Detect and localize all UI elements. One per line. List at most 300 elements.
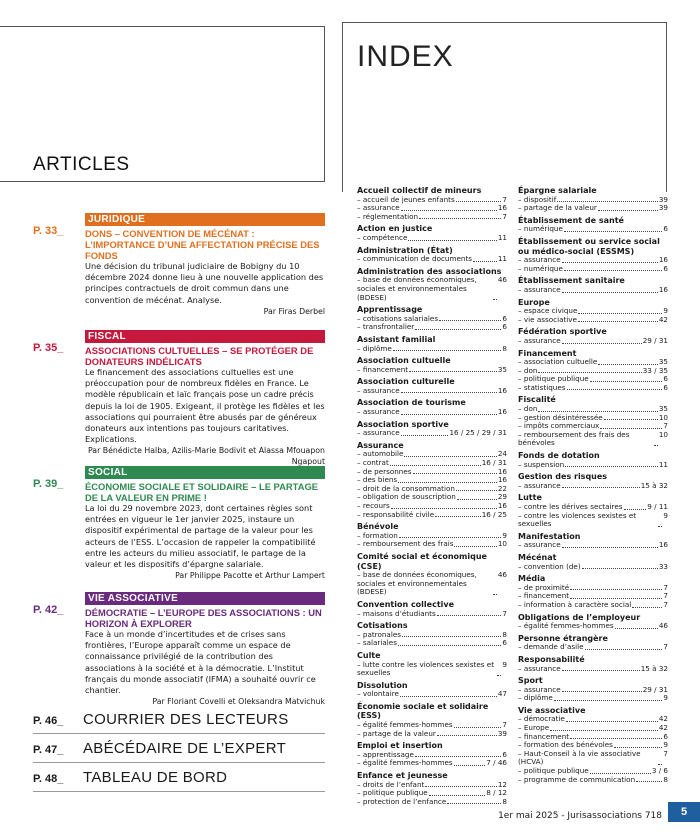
index-subentry-page: 6 <box>663 374 668 384</box>
index-subentry-page: 9 <box>663 306 668 316</box>
index-subentry-page: 9 <box>502 659 507 669</box>
index-subentry-label: – transfrontalier <box>357 322 415 332</box>
dot-leader <box>562 286 658 293</box>
index-subentry-label: – cotisations salariales <box>357 313 439 323</box>
index-subentry-label: – impôts commerciaux <box>518 421 600 431</box>
index-subentry-label: – droit de la consommation <box>357 483 455 493</box>
index-entry-title: Épargne salariale <box>518 186 597 195</box>
article-author: Par Firas Derbel <box>263 306 325 316</box>
index-subentry-label: – communication de documents <box>357 254 473 264</box>
index-entry-title: Dissolution <box>357 680 408 690</box>
index-subentry <box>518 776 668 785</box>
index-entry <box>518 451 668 469</box>
index-entry-title: Mécénat <box>518 552 557 562</box>
index-subentry-label: – assurance <box>518 480 561 490</box>
dot-leader <box>585 643 663 650</box>
index-subentry-label: – partage de la valeur <box>357 728 436 738</box>
index-entry-title: Économie sociale et solidaire (ESS) <box>357 701 489 721</box>
index-subentry-label: – gestion désintéressée <box>518 412 603 422</box>
index-entry <box>518 553 668 571</box>
dot-leader <box>632 601 662 608</box>
index-subentry <box>518 204 668 213</box>
index-subentry-label: – égalité femmes-hommes <box>357 758 453 768</box>
page-footer: 1er mai 2025 - Jurisassociations 718 <box>498 811 662 821</box>
index-subentry-label: – assurance <box>357 407 400 417</box>
index-subentry <box>357 661 507 678</box>
index-subentry-label: – numérique <box>518 224 563 234</box>
dot-leader <box>400 690 497 697</box>
index-title: INDEX <box>357 40 454 73</box>
index-subentry-label: – assurance <box>518 684 561 694</box>
index-entry <box>518 276 668 294</box>
index-subentry <box>518 384 668 393</box>
index-subentry-page: 16 <box>658 255 668 265</box>
index-subentry-label: – assurance <box>518 540 561 550</box>
index-subentry-page: 29 <box>497 492 507 502</box>
index-subentry-page: 46 <box>658 621 668 631</box>
dot-leader <box>636 776 662 783</box>
index-subentry-page: 22 <box>497 483 507 493</box>
index-subentry-label: – égalité femmes-hommes <box>357 720 453 730</box>
index-entry-title: Convention collective <box>357 599 455 609</box>
dot-leader <box>564 225 663 232</box>
article-body <box>85 466 325 581</box>
index-entry <box>357 420 507 438</box>
article-summary: Une décision du tribunal judiciaire de Bobigny du 10 décembre 2024 donne lieu à une nouvelle application des principes contractuels de droit commun dans une convention de mécénat. Analyse. <box>85 261 324 305</box>
index-subentry-label: – apprentissage <box>357 749 414 759</box>
index-subentry <box>357 511 507 520</box>
article-body <box>85 330 325 467</box>
dot-leader <box>401 387 497 394</box>
index-subentry-page: 11 <box>658 459 668 469</box>
index-entry-title: Comité social et économique (CSE) <box>357 551 487 571</box>
index-subentry-page: 16 <box>497 466 507 476</box>
index-subentry <box>518 750 668 767</box>
index-entry <box>518 613 668 631</box>
index-subentry-page: 11 <box>497 254 507 264</box>
index-subentry <box>518 265 668 274</box>
index-subentry <box>357 213 507 222</box>
index-subentry-label: – formation <box>357 530 398 540</box>
index-subentry-label: – recours <box>357 501 390 510</box>
dot-leader <box>454 540 496 547</box>
article-headline[interactable]: DONS – CONVENTION DE MÉCÉNAT : L’IMPORTANCE D’UNE AFFECTATION PRÉCISE DES FONDS <box>85 228 320 261</box>
index-subentry-label: – demande d’asile <box>518 642 584 652</box>
dot-leader <box>415 323 501 330</box>
index-subentry <box>357 429 507 438</box>
index-subentry-label: – financement <box>518 591 570 601</box>
index-subentry-label: – assurance <box>518 663 561 673</box>
article-headline[interactable]: ÉCONOMIE SOCIALE ET SOLIDAIRE – LE PARTAGE DE LA VALEUR EN PRIME ! <box>85 481 319 503</box>
index-subentry <box>518 431 668 448</box>
index-subentry-label: – suspension <box>518 459 565 469</box>
index-subentry-page: 8 <box>663 774 668 784</box>
index-subentry-page: 9 <box>502 530 507 540</box>
section-link[interactable] <box>33 709 325 734</box>
dot-leader <box>398 639 501 646</box>
article-author: Par Philippe Pacotte et Arthur Lampert <box>175 571 325 581</box>
dot-leader <box>554 694 663 701</box>
dot-leader <box>590 767 651 774</box>
index-subentry-page: 16 / 25 / 29 / 31 <box>449 428 507 438</box>
index-subentry <box>357 366 507 375</box>
index-entry <box>357 552 507 597</box>
index-subentry-page: 6 <box>502 749 507 759</box>
index-subentry-page: 33 / 35 <box>642 365 668 375</box>
index-entry-title: Fiscalité <box>518 395 556 405</box>
dot-leader <box>398 476 497 483</box>
index-subentry-label: – droits de l’enfant <box>357 779 425 789</box>
index-subentry <box>357 690 507 699</box>
index-subentry-page: 9 <box>663 510 668 520</box>
article-category: JURIDIQUE <box>85 213 325 226</box>
index-subentry-label: – financement <box>518 731 570 741</box>
index-subentry <box>357 798 507 807</box>
article-summary: La loi du 29 novembre 2023, dont certaines règles sont entrées en vigueur le 1er janvier 2025, instaure un dispositif expérimental de partage de la valeur pour les acteurs de l’ESS. L’occasion de rappeler la compatibilité entre les acteurs du milieu associatif, le partage de la valeur et les dispositifs d’épargne salariale. <box>85 503 316 570</box>
index-subentry-page: 46 <box>497 570 507 580</box>
index-subentry-label: – assurance <box>518 335 561 345</box>
index-subentry-label: – automobile <box>357 449 404 459</box>
index-subentry-label: – partage de la valeur <box>518 203 597 213</box>
index-entry <box>357 398 507 416</box>
index-subentry-page: 16 / 31 <box>481 458 507 468</box>
article-headline[interactable]: DÉMOCRATIE – L’EUROPE DES ASSOCIATIONS : UN HORIZON À EXPLORER <box>85 607 322 629</box>
index-entry-title: Gestion des risques <box>518 472 608 482</box>
index-subentry-label: – diplôme <box>518 693 553 703</box>
index-entry <box>518 676 668 703</box>
index-entry <box>518 655 668 673</box>
index-subentry-label: – de proximité <box>518 582 570 592</box>
index-subentry-label: – démocratie <box>518 714 565 724</box>
index-entry-title: Emploi et insertion <box>357 741 443 751</box>
index-entry <box>357 621 507 648</box>
index-subentry-page: 7 <box>663 591 668 601</box>
index-subentry-label: – base de données économiques, sociales et environnementales (BDESE) <box>357 275 477 302</box>
index-entry <box>518 237 668 273</box>
dot-leader <box>658 512 662 527</box>
dot-leader <box>566 715 658 722</box>
index-subentry-label: – lutte contre les violences sexistes et sexuelles <box>357 659 495 678</box>
index-entry <box>518 574 668 609</box>
article-summary: Face à un monde d’incertitudes et de crises sans frontières, l’Europe apparaît comme un espace de connaissance privilégié de la contribution des associations à la société et à la démocratie. L’Institut français du monde associatif (IFMA) a souhaité ouvrir ce chantier. <box>85 629 316 696</box>
dot-leader <box>454 759 486 766</box>
index-subentry <box>518 225 668 234</box>
index-subentry-page: 16 <box>497 475 507 485</box>
articles-title: ARTICLES <box>33 154 130 175</box>
dot-leader <box>447 798 501 805</box>
index-subentry-label: – remboursement des frais <box>357 539 454 549</box>
article-page: P. 42_ <box>33 604 64 616</box>
index-subentry-label: – obligation de souscription <box>357 492 456 502</box>
index-subentry-page: 9 <box>663 693 668 703</box>
index-entry-title: Association cultuelle <box>357 356 451 366</box>
dot-leader <box>409 366 497 373</box>
article-category: FISCAL <box>85 330 325 343</box>
index-subentry-label: – contrat <box>357 458 389 468</box>
index-subentry-page: 7 <box>502 720 507 730</box>
index-subentry <box>357 759 507 768</box>
index-subentry <box>357 730 507 739</box>
index-subentry <box>357 639 507 648</box>
index-entry <box>357 377 507 395</box>
article-headline[interactable]: ASSOCIATIONS CULTUELLES – SE PROTÉGER DE DONATEURS INDÉLICATS <box>85 345 314 367</box>
index-subentry-label: – formation des bénévoles <box>518 740 613 750</box>
index-subentry-label: – financement <box>357 364 409 374</box>
index-subentry-page: 7 <box>502 608 507 618</box>
index-subentry-page: 7 <box>663 582 668 592</box>
dot-leader <box>538 405 657 412</box>
index-subentry-page: 6 <box>663 263 668 273</box>
article-page: P. 33_ <box>33 225 64 237</box>
dot-leader <box>604 414 658 421</box>
index-entry <box>357 246 507 264</box>
dot-leader <box>567 384 663 391</box>
dot-leader <box>624 503 647 510</box>
index-subentry-label: – numérique <box>518 263 563 273</box>
index-subentry-page: 46 <box>497 275 507 285</box>
index-subentry-label: – statistiques <box>518 382 566 392</box>
index-subentry-label: – espace civique <box>518 306 578 316</box>
index-entry-title: Fonds de dotation <box>518 451 600 461</box>
index-entry-title: Administration (État) <box>357 245 453 255</box>
dot-leader <box>404 450 496 457</box>
index-subentry-label: – association cultuelle <box>518 357 598 367</box>
index-entry <box>357 335 507 353</box>
index-subentry-page: 6 <box>663 731 668 741</box>
index-subentry-label: – politique publique <box>357 788 428 798</box>
dot-leader <box>425 781 497 788</box>
page-number: 5 <box>668 802 700 822</box>
dot-leader <box>439 315 501 322</box>
dot-leader <box>435 511 481 518</box>
index-subentry-label: – maisons d’étudiants <box>357 608 436 618</box>
article-author: Par Bénédicte Halba, Azilis-Marie Bodivit et Alassa Mfouapon Ngapout <box>87 446 325 467</box>
index-entry-title: Culte <box>357 650 381 660</box>
dot-leader <box>557 196 658 203</box>
index-entry-title: Vie associative <box>518 705 586 715</box>
dot-leader <box>457 493 497 500</box>
dot-leader <box>562 256 658 263</box>
index-subentry <box>357 540 507 549</box>
dot-leader <box>393 345 502 352</box>
index-subentry-label: – salariales <box>357 638 397 648</box>
index-subentry-page: 7 <box>663 421 668 431</box>
index-entry <box>357 522 507 549</box>
dot-leader <box>598 204 658 211</box>
dot-leader <box>437 730 497 737</box>
index-column-right <box>518 186 668 787</box>
index-subentry-label: – des biens <box>357 475 398 485</box>
index-entry <box>357 441 507 519</box>
index-subentry-page: 7 / 46 <box>486 758 507 768</box>
index-subentry <box>518 482 668 491</box>
index-subentry-page: 16 / 25 <box>481 509 507 519</box>
index-subentry-page: 6 <box>502 313 507 323</box>
section-link-label: COURRIER DES LECTEURS <box>83 711 289 728</box>
dot-leader <box>415 751 502 758</box>
index-subentry-page: 3 / 6 <box>651 766 668 776</box>
dot-leader <box>590 375 663 382</box>
index-subentry <box>518 601 668 610</box>
index-subentry <box>518 316 668 325</box>
index-subentry-page: 16 <box>497 501 507 510</box>
index-entry-title: Sport <box>518 676 543 686</box>
dot-leader <box>493 276 497 300</box>
index-entry <box>518 349 668 393</box>
dot-leader <box>538 367 641 374</box>
index-subentry-label: – assurance <box>518 255 561 265</box>
dot-leader <box>390 459 481 466</box>
section-link[interactable] <box>33 767 325 792</box>
index-subentry-label: – assurance <box>357 385 400 395</box>
index-subentry-page: 35 <box>658 357 668 367</box>
dot-leader <box>408 234 496 241</box>
dot-leader <box>600 422 662 429</box>
index-subentry-page: 8 <box>502 629 507 639</box>
index-subentry-page: 29 / 31 <box>642 684 668 694</box>
index-subentry-label: – Haut-Conseil à la vie associative (HCVA) <box>518 748 641 767</box>
dot-leader <box>437 610 502 617</box>
dot-leader <box>401 408 497 415</box>
index-subentry-page: 7 <box>502 194 507 204</box>
index-entry-title: Association de tourisme <box>357 398 466 408</box>
index-entry-title: Accueil collectif de mineurs <box>357 186 482 195</box>
dot-leader <box>493 571 497 595</box>
index-subentry-page: 8 <box>502 343 507 353</box>
section-link-page: P. 47_ <box>33 744 64 756</box>
index-subentry-label: – de personnes <box>357 466 412 476</box>
index-column-left <box>357 186 507 809</box>
index-subentry-label: – compétence <box>357 232 408 242</box>
index-subentry-page: 8 / 12 <box>486 788 507 798</box>
index-subentry-label: – assurance <box>518 284 561 294</box>
index-entry <box>357 356 507 374</box>
section-link-page: P. 48_ <box>33 773 64 785</box>
index-entry-title: Cotisations <box>357 621 408 631</box>
dot-leader <box>598 358 658 365</box>
dot-leader <box>473 255 497 262</box>
index-subentry-page: 33 <box>658 561 668 571</box>
index-subentry <box>357 571 507 597</box>
dot-leader <box>419 213 501 220</box>
index-subentry-label: – remboursement des frais des bénévoles <box>518 429 630 448</box>
index-subentry-label: – contre les violences sexistes et sexuelles <box>518 510 637 529</box>
index-entry <box>357 702 507 738</box>
dot-leader <box>614 741 663 748</box>
index-subentry <box>357 276 507 302</box>
dot-leader <box>565 461 658 468</box>
index-subentry <box>518 461 668 470</box>
index-subentry-page: 42 <box>658 723 668 733</box>
index-entry-title: Europe <box>518 297 550 307</box>
article-author: Par Floriant Covelli et Oleksandra Matvichuk <box>152 697 325 707</box>
index-subentry <box>518 643 668 652</box>
section-link-label: TABLEAU DE BORD <box>83 769 228 786</box>
index-subentry-label: – programme de communication <box>518 774 636 784</box>
index-subentry-label: – réglementation <box>357 211 419 221</box>
index-subentry-page: 35 <box>497 364 507 374</box>
index-subentry <box>518 337 668 346</box>
index-subentry-page: 6 <box>663 382 668 392</box>
index-entry-title: Personne étrangère <box>518 633 608 643</box>
index-subentry-label: – volontaire <box>357 689 399 699</box>
dot-leader <box>550 724 658 731</box>
article-page: P. 39_ <box>33 478 64 490</box>
index-subentry-page: 29 / 31 <box>642 335 668 345</box>
index-subentry <box>518 665 668 674</box>
index-subentry-label: – assurance <box>357 428 400 438</box>
section-link[interactable] <box>33 738 325 763</box>
index-entry <box>518 532 668 550</box>
index-subentry-label: – diplôme <box>357 343 392 353</box>
dot-leader <box>615 622 658 629</box>
index-entry-title: Établissement sanitaire <box>518 276 625 286</box>
index-entry-title: Enfance et jeunesse <box>357 771 448 781</box>
index-entry <box>357 771 507 806</box>
index-entry <box>357 600 507 618</box>
dot-leader <box>562 686 642 693</box>
index-subentry-page: 7 <box>663 748 668 758</box>
index-subentry-label: – contre les dérives sectaires <box>518 502 623 511</box>
index-subentry <box>518 512 668 529</box>
index-entry-title: Financement <box>518 348 577 358</box>
dot-leader <box>391 502 497 509</box>
index-subentry-page: 11 <box>497 232 507 242</box>
dot-leader <box>658 750 662 765</box>
index-subentry-page: 12 <box>497 779 507 789</box>
dot-leader <box>456 196 502 203</box>
index-entry <box>518 706 668 784</box>
index-entry-title: Média <box>518 574 546 584</box>
index-subentry-page: 16 <box>658 284 668 294</box>
index-subentry-page: 7 <box>663 642 668 652</box>
index-subentry-page: 35 <box>658 404 668 414</box>
index-subentry-page: 10 <box>658 429 668 439</box>
dot-leader <box>456 485 497 492</box>
index-entry <box>518 472 668 490</box>
section-link-page: P. 46_ <box>33 715 64 727</box>
index-subentry-page: 9 / 11 <box>647 502 668 511</box>
index-entry-title: Lutte <box>518 493 542 503</box>
index-subentry-page: 9 <box>663 740 668 750</box>
index-subentry-label: – Europe <box>518 723 550 733</box>
index-subentry <box>357 408 507 417</box>
index-subentry <box>518 622 668 631</box>
index-subentry-page: 42 <box>658 314 668 324</box>
index-entry-title: Responsabilité <box>518 654 585 664</box>
index-entry-title: Assurance <box>357 440 404 450</box>
index-subentry-label: – don <box>518 365 538 375</box>
dot-leader <box>654 431 658 446</box>
dot-leader <box>413 468 497 475</box>
index-entry <box>518 216 668 234</box>
index-entry <box>518 395 668 448</box>
index-entry <box>357 651 507 678</box>
index-subentry-label: – convention (de) <box>518 561 581 571</box>
index-subentry <box>518 541 668 550</box>
index-subentry-page: 16 <box>497 203 507 213</box>
index-entry <box>357 224 507 242</box>
article-category: SOCIAL <box>85 466 325 479</box>
index-subentry-label: – vie associative <box>518 314 577 324</box>
dot-leader <box>570 584 662 591</box>
index-subentry <box>518 694 668 703</box>
index-subentry-page: 15 à 32 <box>640 663 668 673</box>
dot-leader <box>564 265 663 272</box>
index-subentry-label: – accueil de jeunes enfants <box>357 194 455 204</box>
index-subentry-page: 39 <box>658 194 668 204</box>
index-subentry-label: – politique publique <box>518 374 589 384</box>
